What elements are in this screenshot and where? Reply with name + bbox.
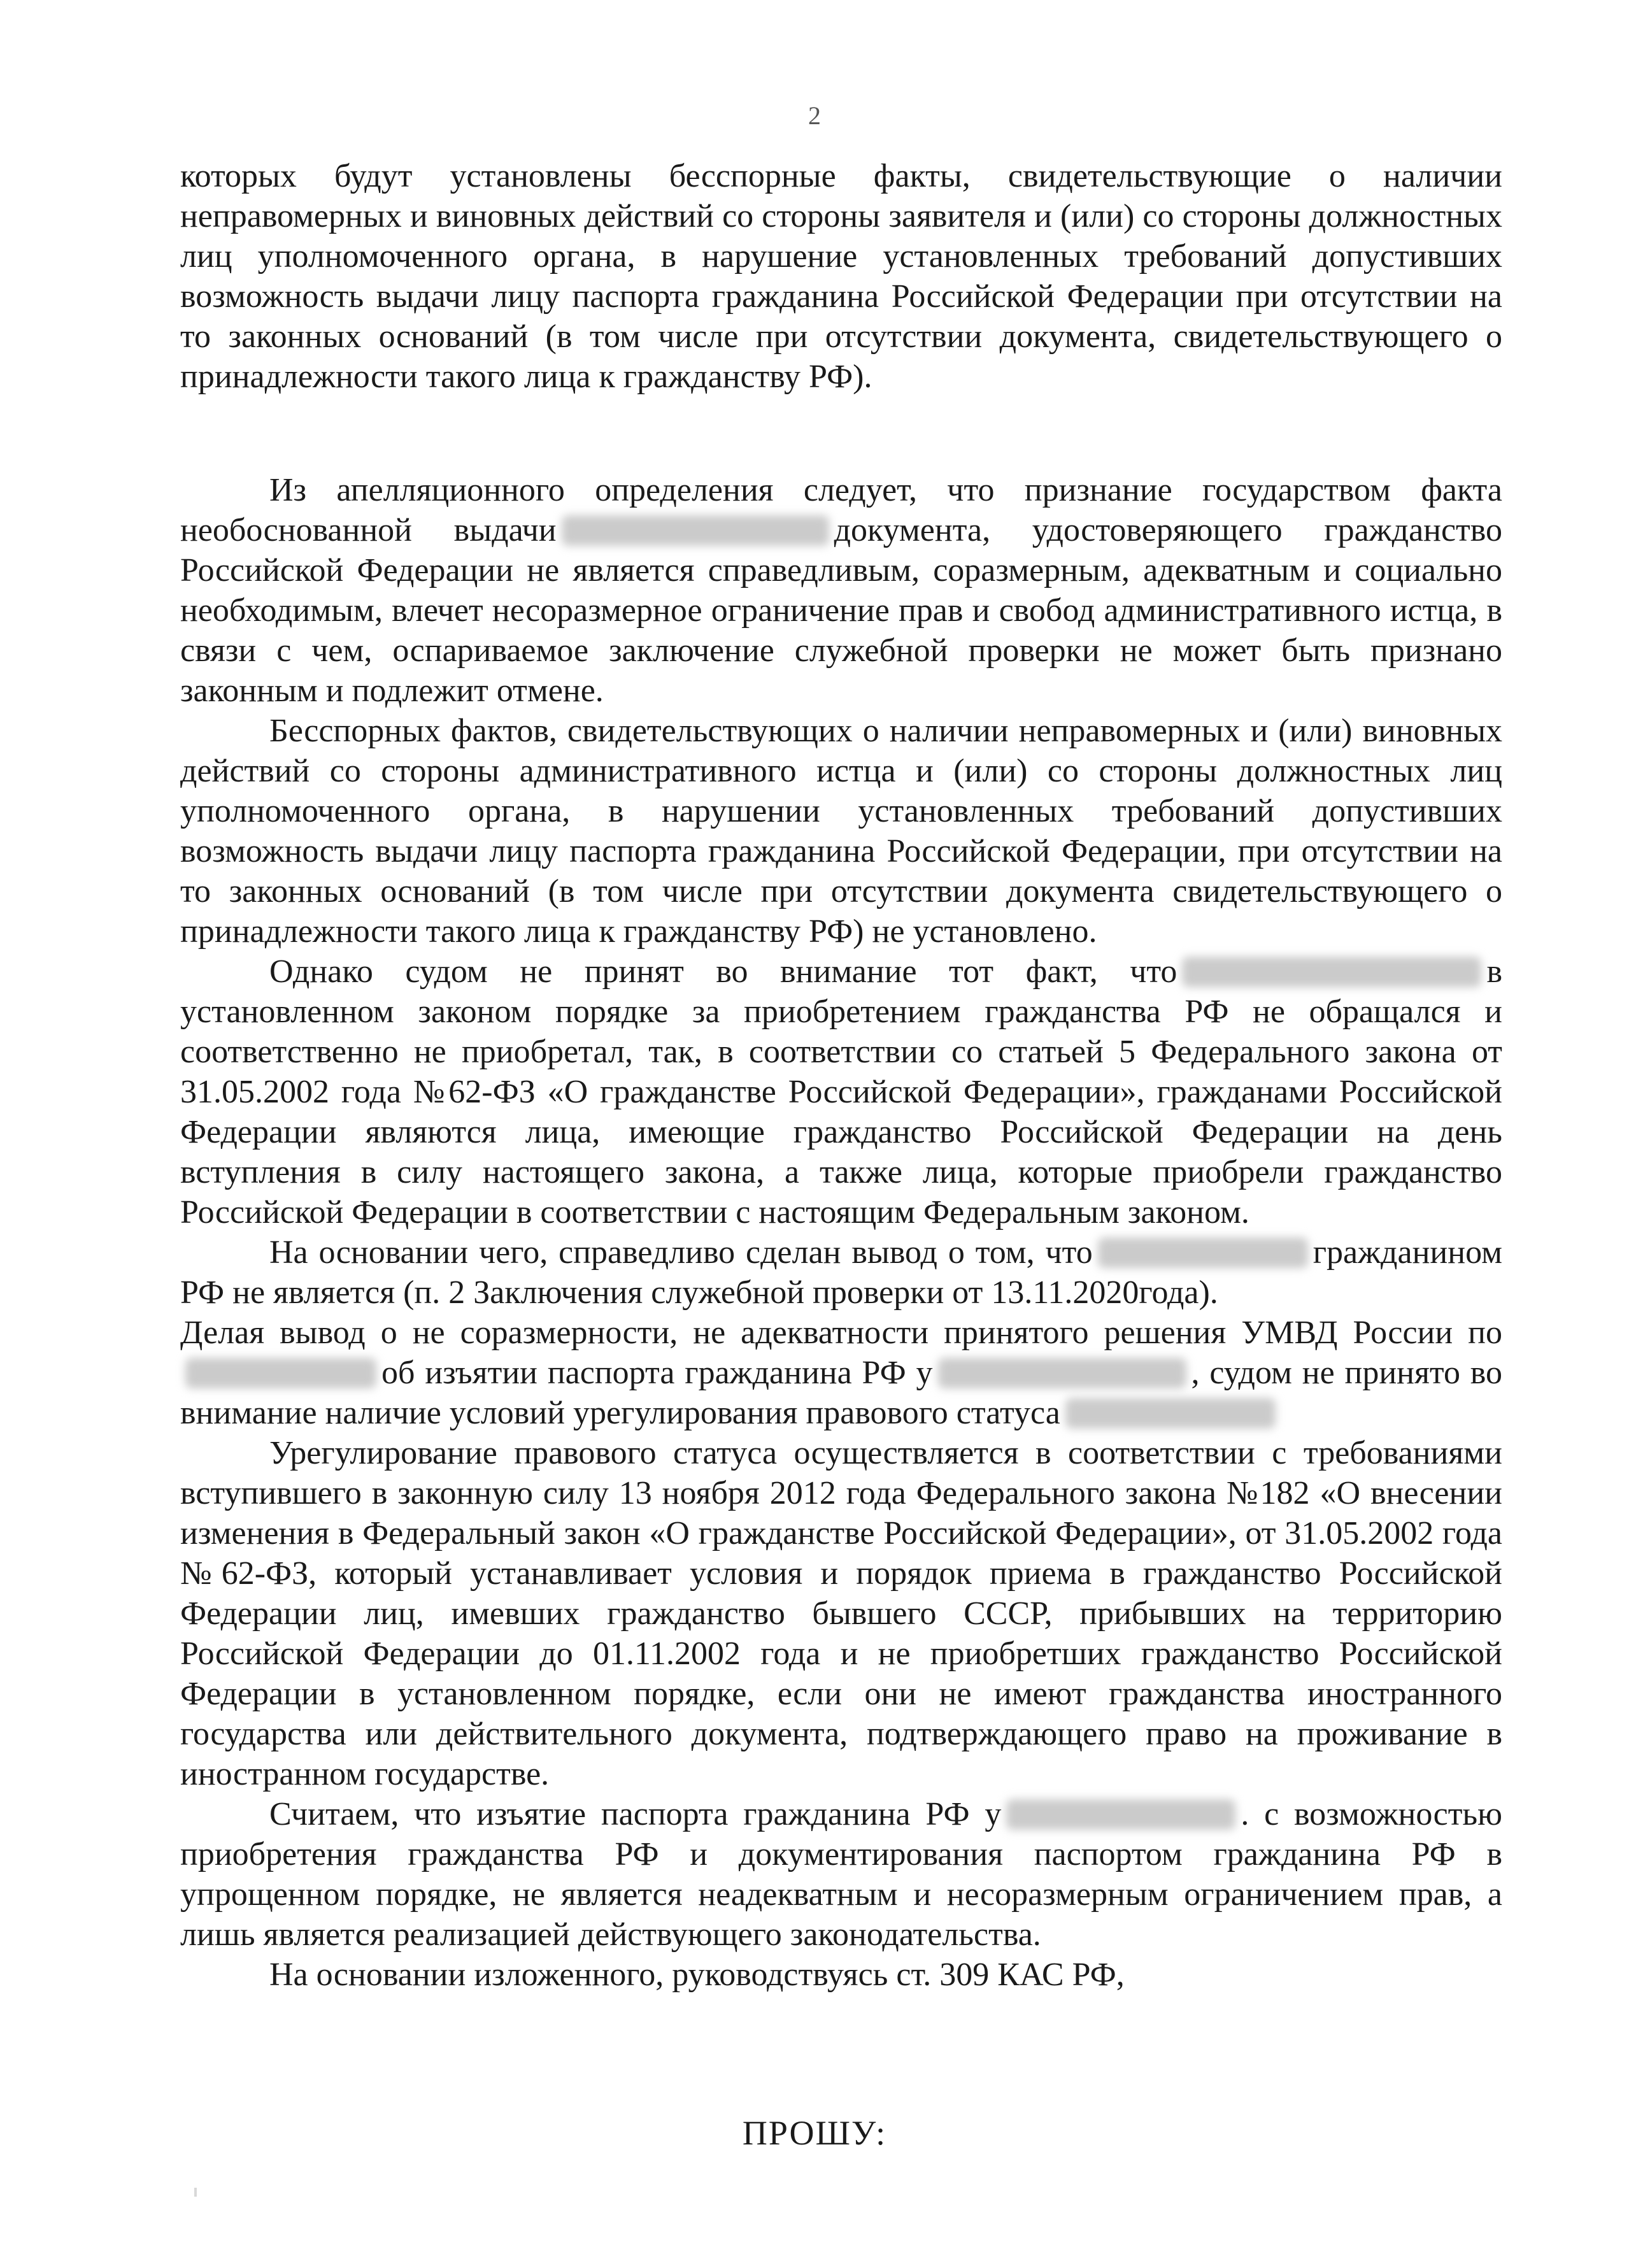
paragraph-text: , судом не принято во внимание наличие условий урегулирования правового статуса (180, 1355, 1502, 1431)
paragraph-guided-by (180, 1955, 1502, 1995)
redacted-name (938, 1358, 1186, 1388)
paragraph-text: Считаем, что изъятие паспорта гражданина РФ у (269, 1796, 1002, 1832)
paragraph-text: Из апелляционного определения следует, что признание государством факта необоснованной выдачи (180, 472, 1502, 548)
paragraph-text: . с возможностью приобретения гражданства РФ и документирования паспортом гражданина РФ в упрощенном порядке, не является неадекватным и несоразмерным ограничением прав, а лишь является реализацией действующего законодательства. (180, 1796, 1502, 1953)
paragraph-text: Урегулирование правового статуса осуществляется в соответствии с требованиями вступившего в законную силу 13 ноября 2012 года Федерального закона №182 «О внесении изменения в Федеральный закон «О гражданстве Российской Федерации», от 31.05.2002 года №62-ФЗ, который устанавливает условия и порядок приема в гражданство Российской Федерации лиц, имевших гражданство бывшего СССР, прибывших на территорию Российской Федерации до 01.11.2002 года и не приобретших гражданство Российской Федерации в установленном порядке, если они не имеют гражданства иностранного государства или действительного документа, подтверждающего право на проживание в иностранном государстве. (180, 1435, 1502, 1792)
paragraph-appeal-ruling (180, 470, 1502, 711)
redacted-name (1006, 1799, 1235, 1830)
paragraph-continuation (180, 156, 1502, 397)
text-block-top (180, 156, 1502, 397)
paragraph-text: в установленном законом порядке за приобретением гражданства РФ не обращался и соответственно не приобретал, так, в соответствии со статьей 5 Федерального закона от 31.05.2002 года №62-ФЗ «О гражданстве Российской Федерации», гражданами Российской Федерации являются лица, имеющие гражданство Российской Федерации на день вступления в силу настоящего закона, а также лица, которые приобрели гражданство Российской Федерации в соответствии с настоящим Федеральным законом. (180, 953, 1502, 1230)
paragraph-text: Бесспорных фактов, свидетельствующих о наличии неправомерных и (или) виновных действий со стороны административного истца и (или) со стороны должностных лиц уполномоченного органа, в нарушении установленных требований допустивших возможность выдачи лицу паспорта гражданина Российской Федерации, при отсутствии на то законных оснований (в том числе при отсутствии документа свидетельствующего о принадлежности такого лица к гражданству РФ) не установлено. (180, 713, 1502, 950)
redacted-name (1098, 1237, 1308, 1268)
redacted-name (562, 515, 829, 546)
paragraph-text: Делая вывод о не соразмерности, не адекватности принятого решения УМВД России по (180, 1315, 1502, 1351)
paragraph-text: которых будут установлены бесспорные факты, свидетельствующие о наличии неправомерных и виновных действий со стороны заявителя и (или) со стороны должностных лиц уполномоченного органа, в нарушение установленных требований допустивших возможность выдачи лицу паспорта гражданина Российской Федерации при отсутствии на то законных оснований (в том числе при отсутствии документа, свидетельствующего о принадлежности такого лица к гражданству РФ). (180, 158, 1502, 395)
paragraph-conclusion-basis (180, 1232, 1502, 1313)
paragraph-legal-status (180, 1433, 1502, 1794)
paragraph-text: гражданином РФ не является (п. 2 Заключения служебной проверки от 13.11.2020года). (180, 1234, 1502, 1311)
paragraph-text: об изъятии паспорта гражданина РФ у (381, 1355, 933, 1391)
paragraph-text: Однако судом не принят во внимание тот факт, что (269, 953, 1177, 990)
paragraph-text: На основании чего, справедливо сделан вывод о том, что (269, 1234, 1093, 1271)
redacted-location (185, 1358, 376, 1388)
paragraph-proportionality (180, 1313, 1502, 1433)
redacted-name (1065, 1398, 1276, 1429)
paragraph-text: документа, удостоверяющего гражданство Российской Федерации не является справедливым, соразмерным, адекватным и социально необходимым, влечет несоразмерное ограничение прав и свобод административного истца, в связи с чем, оспариваемое заключение служебной проверки не может быть признано законным и подлежит отмене. (180, 512, 1502, 709)
redacted-name (1182, 957, 1481, 987)
paragraph-court-not-considered (180, 952, 1502, 1232)
paragraph-text: На основании изложенного, руководствуясь ст. 309 КАС РФ, (269, 1957, 1125, 1993)
scan-speck (194, 2188, 197, 2197)
page-number: 2 (808, 101, 821, 130)
paragraph-indisputable-facts (180, 711, 1502, 952)
text-block-main (180, 470, 1502, 1995)
request-heading: ПРОШУ: (742, 2114, 887, 2152)
paragraph-opinion (180, 1794, 1502, 1955)
